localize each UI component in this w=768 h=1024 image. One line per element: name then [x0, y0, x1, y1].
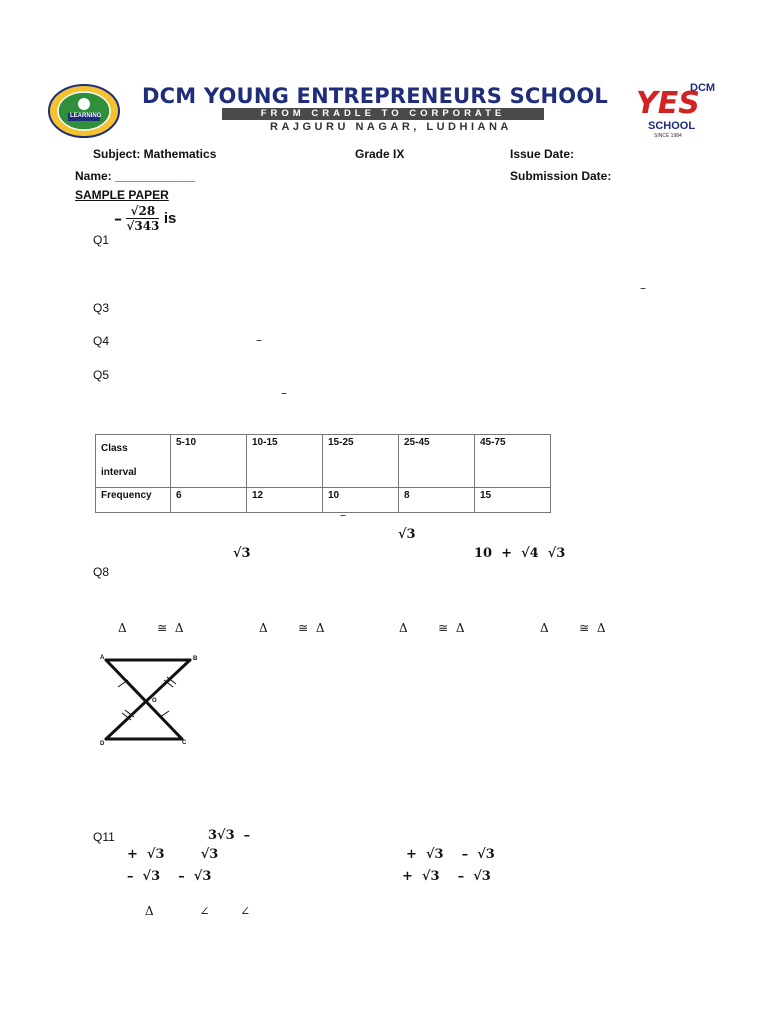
q1-fraction: [126, 204, 159, 233]
left-logo-emblem-icon: [48, 84, 120, 138]
q11-option-c: – √3 – √3: [127, 869, 212, 884]
table-header-cell: 5-10: [171, 435, 247, 488]
school-name: DCM YOUNG ENTREPRENEURS SCHOOL: [142, 84, 608, 108]
q9-option-d: Δ ≅ Δ: [540, 621, 606, 635]
crossed-triangles-figure-icon: [98, 655, 203, 750]
table-cell: 10: [323, 488, 399, 513]
figure-vertex-b: B: [193, 656, 198, 662]
right-logo: [632, 80, 722, 140]
submission-date-label: Submission Date:: [510, 169, 612, 183]
q2-dash: –: [640, 281, 646, 295]
q4-dash: –: [256, 333, 262, 347]
q11-label: Q11: [93, 830, 115, 844]
q7-expr2: √3: [233, 546, 251, 561]
q11-option-a: + √3 √3: [127, 847, 219, 862]
q12-expression: Δ ∠ ∠: [145, 904, 251, 918]
q9-option-a: Δ ≅ Δ: [118, 621, 184, 635]
q7-expr1: √3: [398, 527, 416, 542]
table-cell: 12: [247, 488, 323, 513]
table-cell: Frequency: [96, 488, 171, 513]
table-cell: 8: [399, 488, 475, 513]
table-header-cell: 45-75: [475, 435, 551, 488]
table-row: [96, 435, 551, 488]
q9-figure: [98, 655, 203, 750]
left-logo-text: LEARNING: [70, 113, 102, 119]
q9-option-b: Δ ≅ Δ: [259, 621, 325, 635]
table-header-cell: 10-15: [247, 435, 323, 488]
issue-date-label: Issue Date:: [510, 147, 575, 161]
q11-option-b: + √3 – √3: [406, 847, 495, 862]
paper-title: SAMPLE PAPER: [75, 188, 169, 202]
q8-label: Q8: [93, 565, 110, 579]
right-logo-main: YES: [636, 86, 700, 121]
figure-vertex-d: D: [100, 741, 105, 747]
grade-label: Grade IX: [355, 147, 405, 161]
right-logo-sub: SCHOOL: [648, 120, 696, 132]
school-tagline: FROM CRADLE TO CORPORATE: [222, 108, 544, 120]
q1-numerator: √28: [126, 204, 159, 219]
q7-dash: –: [340, 508, 346, 522]
q11-option-d: + √3 – √3: [402, 869, 491, 884]
q4-label: Q4: [93, 334, 110, 348]
q1-expression: [114, 204, 176, 233]
q11-stem: 3√3 –: [208, 828, 251, 843]
q7-expr3: 10 + √4 √3: [474, 546, 566, 561]
left-logo: [48, 84, 120, 138]
q3-label: Q3: [93, 301, 110, 315]
table-cell: 15: [475, 488, 551, 513]
q5-dash: –: [281, 386, 287, 400]
q1-label: Q1: [93, 233, 110, 247]
figure-vertex-c: C: [182, 740, 187, 746]
subject-label: Subject: Mathematics: [93, 147, 217, 161]
right-logo-top: DCM: [690, 82, 716, 94]
table-cell: 6: [171, 488, 247, 513]
table-header-cell: 25-45: [399, 435, 475, 488]
q5-label: Q5: [93, 368, 110, 382]
figure-vertex-o: O: [152, 698, 157, 704]
name-field: Name: ____________: [75, 169, 196, 183]
frequency-table: [95, 434, 551, 513]
q9-option-c: Δ ≅ Δ: [399, 621, 465, 635]
q1-denominator: √343: [126, 219, 160, 233]
q1-minus: –: [114, 209, 122, 228]
table-row: [96, 488, 551, 513]
table-header-cell: 15-25: [323, 435, 399, 488]
table-header-cell: Class interval: [96, 435, 171, 488]
figure-vertex-a: A: [100, 655, 105, 661]
right-logo-since: SINCE 1984: [654, 133, 682, 139]
school-address: RAJGURU NAGAR, LUDHIANA: [270, 121, 512, 133]
q1-is: is: [163, 210, 177, 227]
